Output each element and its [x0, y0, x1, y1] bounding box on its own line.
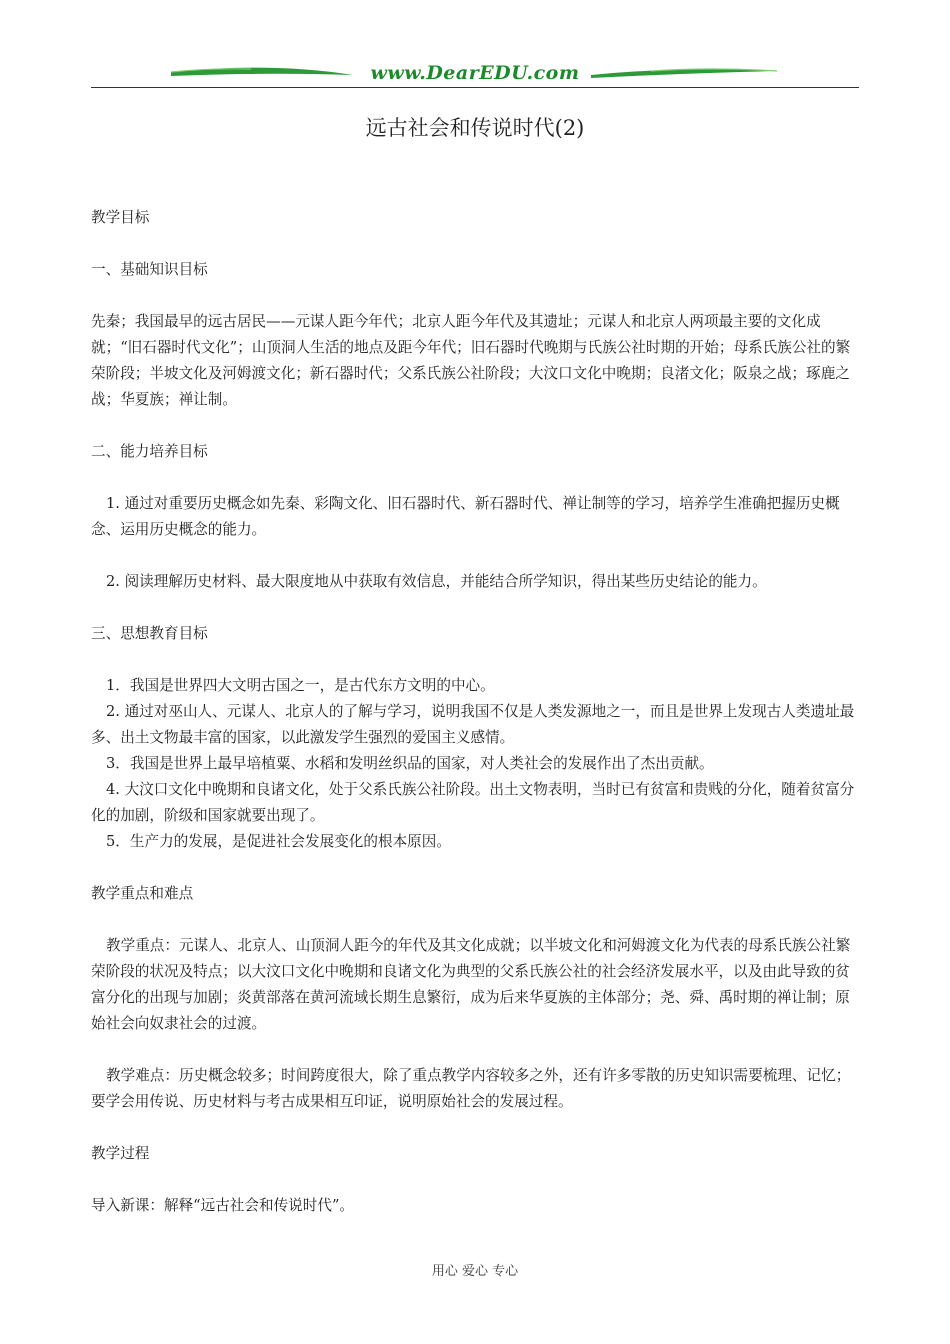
- header-divider: [91, 87, 859, 88]
- thought-item-5: 5．生产力的发展，是促进社会发展变化的根本原因。: [106, 833, 451, 850]
- thought-item-1: 1．我国是世界四大文明古国之一，是古代东方文明的中心。: [106, 677, 495, 694]
- goals-heading: 教学目标: [91, 209, 150, 226]
- site-header: [91, 58, 859, 90]
- thought-item-4: 4. 大汶口文化中晚期和良诸文化，处于父系氏族公社阶段。出土文物表明，当时已有贫富和贵贱的分化，随着贫富分化的加剧，阶级和国家就要出现了。: [91, 781, 855, 824]
- process-heading: 教学过程: [91, 1145, 150, 1162]
- site-name: www.DearEDU.com: [370, 62, 580, 84]
- page-title: 远古社会和传说时代(2): [365, 116, 585, 140]
- key-points-text: 教学重点：元谋人、北京人、山顶洞人距今的年代及其文化成就；以半坡文化和河姆渡文化为代表的母系氏族公社繁荣阶段的状况及特点；以大汶口文化中晚期和良诸文化为典型的父系氏族公社的社会经济发展水平，以及由此导致的贫富分化的出现与加剧；炎黄部落在黄河流域长期生息繁衍，成为后来华夏族的主体部分；尧、舜、禹时期的禅让制；原始社会向奴隶社会的过渡。: [91, 937, 851, 1032]
- thought-item-3: 3．我国是世界上最早培植粟、水稻和发明丝织品的国家，对人类社会的发展作出了杰出贡献。: [106, 755, 714, 772]
- thought-item-2: 2. 通过对巫山人、元谋人、北京人的了解与学习，说明我国不仅是人类发源地之一，而且是世界上发现古人类遗址最多、出土文物最丰富的国家，以此激发学生强烈的爱国主义感情。: [91, 703, 855, 746]
- key-difficult-heading: 教学重点和难点: [91, 885, 194, 902]
- page-footer: 用心 爱心 专心: [431, 1264, 519, 1279]
- basic-knowledge-text: 先秦；我国最早的远古居民——元谋人距今年代；北京人距今年代及其遗址；元谋人和北京人两项最主要的文化成就；“旧石器时代文化”；山顶洞人生活的地点及距今年代；旧石器时代晚期与氏族公社时期的开始；母系氏族公社的繁荣阶段；半坡文化及河姆渡文化；新石器时代；父系氏族公社阶段；大汶口文化中晚期；良渚文化；阪泉之战；琢鹿之战；华夏族；禅让制。: [91, 313, 851, 408]
- ability-item-1: 1. 通过对重要历史概念如先秦、彩陶文化、旧石器时代、新石器时代、禅让制等的学习，培养学生准确把握历史概念、运用历史概念的能力。: [91, 495, 840, 538]
- difficult-points-text: 教学难点：历史概念较多；时间跨度很大，除了重点教学内容较多之外，还有许多零散的历史知识需要梳理、记忆；要学会用传说、历史材料与考古成果相互印证，说明原始社会的发展过程。: [91, 1067, 851, 1110]
- basic-knowledge-heading: 一、基础知识目标: [91, 261, 208, 278]
- intro-text: 导入新课：解释“远古社会和传说时代”。: [91, 1197, 355, 1214]
- document-body: [91, 205, 863, 1219]
- ability-heading: 二、能力培养目标: [91, 443, 208, 460]
- ability-item-2: 2. 阅读理解历史材料、最大限度地从中获取有效信息，并能结合所学知识，得出某些历史结论的能力。: [106, 573, 767, 590]
- thought-heading: 三、思想教育目标: [91, 625, 208, 642]
